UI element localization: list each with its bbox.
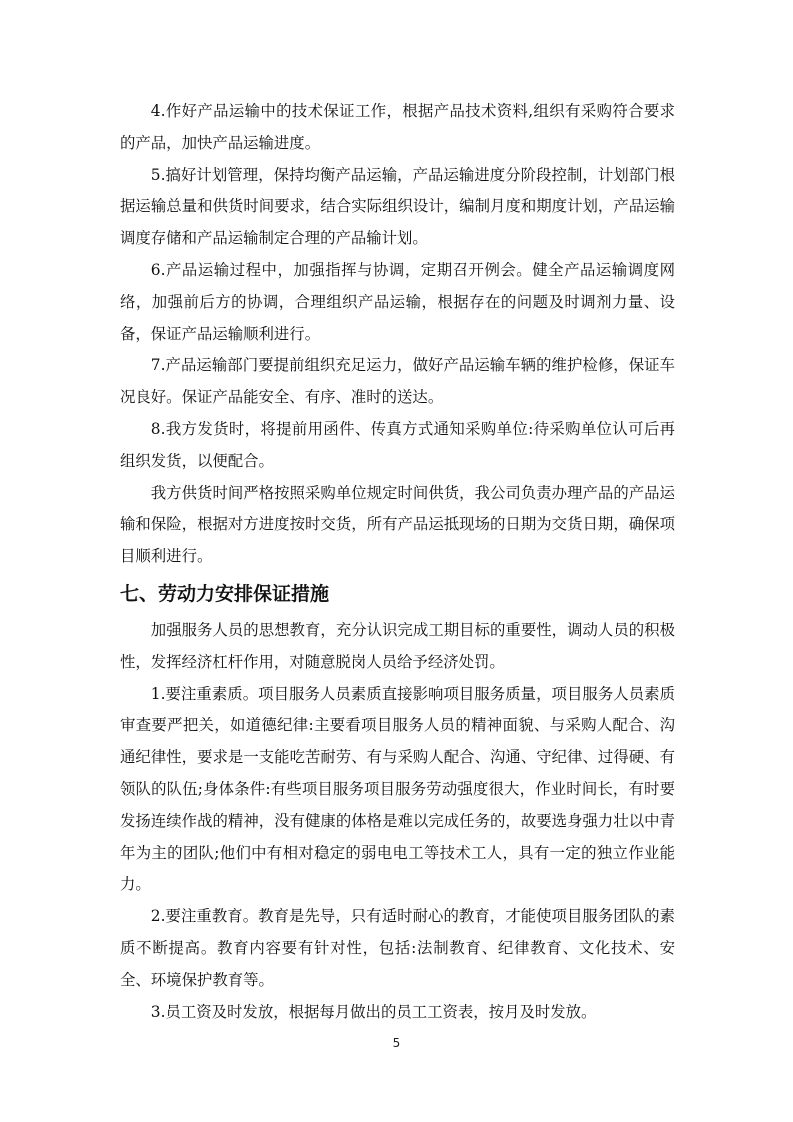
paragraph-item-4: 4.作好产品运输中的技术保证工作，根据产品技术资料,组织有采购符合要求的产品，加快产品运输进度。 [120, 102, 675, 152]
paragraph-labor-item-2: 2.要注重教育。教育是先导，只有适时耐心的教育，才能使项目服务团队的素质不断提高。教育内容要有针对性，包括:法制教育、纪律教育、文化技术、安全、环境保护教育等。 [120, 907, 675, 989]
paragraph-item-5: 5.搞好计划管理，保持均衡产品运输，产品运输进度分阶段控制，计划部门根据运输总量和供货时间要求，结合实际组织设计，编制月度和期度计划，产品运输调度存储和产品运输制定合理的产品输计划。 [120, 165, 675, 248]
paragraph-labor-item-3: 3.员工资及时发放，根据每月做出的员工工资表，按月及时发放。 [150, 1002, 597, 1021]
page-number: 5 [392, 1036, 401, 1050]
paragraph-delivery-summary: 我方供货时间严格按照采购单位规定时间供货，我公司负责办理产品的产品运输和保险，根据对方进度按时交货，所有产品运抵现场的日期为交货日期，确保项目顺利进行。 [120, 483, 675, 566]
section-heading: 七、劳动力安排保证措施 [120, 582, 330, 605]
document-body [120, 96, 675, 1028]
paragraph-labor-item-1: 1.要注重素质。项目服务人员素质直接影响项目服务质量，项目服务人员素质审查要严把关，如道德纪律:主要看项目服务人员的精神面貌、与采购人配合、沟通纪律性，要求是一支能吃苦耐劳、有与采购人配合、沟通、守纪律、过得硬、有领队的队伍;身体条件:有些项目服务项目服务劳动强度很大，作业时间长，有时要发扬连续作战的精神，没有健康的体格是难以完成任务的，故要选身强力壮以中青年为主的团队;他们中有相对稳定的弱电电工等技术工人，具有一定的独立作业能力。 [120, 684, 675, 894]
paragraph-item-8: 8.我方发货时，将提前用函件、传真方式通知采购单位:待采购单位认可后再组织发货，以便配合。 [120, 419, 675, 470]
paragraph-item-7: 7.产品运输部门要提前组织充足运力，做好产品运输车辆的维护检修，保证车况良好。保证产品能安全、有序、准时的送达。 [120, 356, 675, 407]
paragraph-labor-intro: 加强服务人员的思想教育，充分认识完成工期目标的重要性，调动人员的积极性，发挥经济杠杆作用，对随意脱岗人员给予经济处罚。 [120, 620, 675, 671]
paragraph-item-6: 6.产品运输过程中，加强指挥与协调，定期召开例会。健全产品运输调度网络，加强前后方的协调，合理组织产品运输，根据存在的问题及时调剂力量、设备，保证产品运输顺利进行。 [120, 260, 675, 343]
